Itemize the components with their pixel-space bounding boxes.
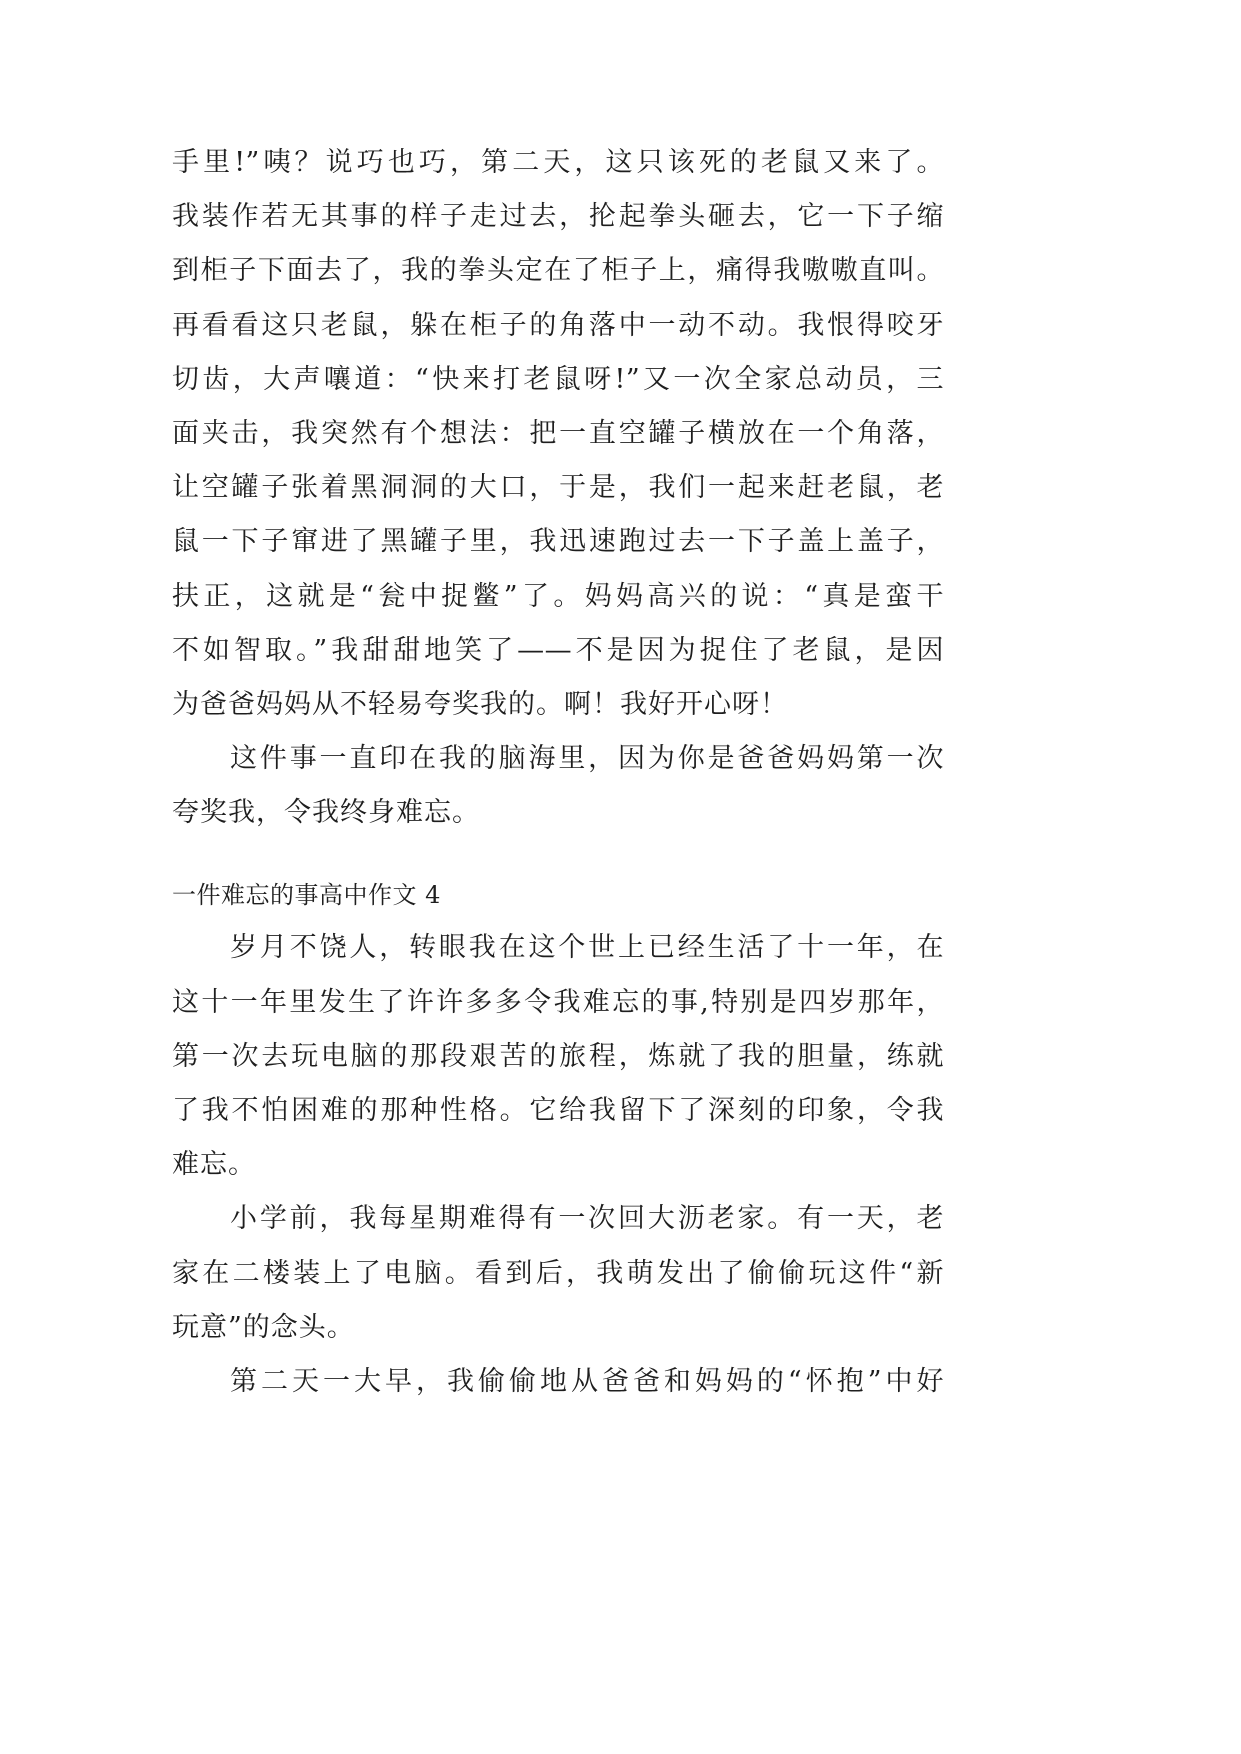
document-body bbox=[172, 136, 944, 1409]
text-line: 手里!”咦？说巧也巧，第二天，这只该死的老鼠又来了。 bbox=[172, 147, 944, 178]
paragraph bbox=[172, 921, 944, 1192]
text-line: 扶正，这就是“瓮中捉鳖”了。妈妈高兴的说：“真是蛮干 bbox=[172, 580, 944, 612]
text-line: 岁月不饶人，转眼我在这个世上已经生活了十一年，在 bbox=[230, 932, 944, 964]
text-line: 了我不怕困难的那种性格。它给我留下了深刻的印象，令我 bbox=[172, 1095, 944, 1126]
text-line: 我装作若无其事的样子走过去，抡起拳头砸去，它一下子缩 bbox=[172, 201, 944, 233]
text-line: 这件事一直印在我的脑海里，因为你是爸爸妈妈第一次 bbox=[230, 743, 944, 775]
text-line: 第一次去玩电脑的那段艰苦的旅程，炼就了我的胆量，练就 bbox=[172, 1040, 944, 1072]
text-line: 再看看这只老鼠，躲在柜子的角落中一动不动。我恨得咬牙 bbox=[172, 309, 944, 341]
text-line: 为爸爸妈妈从不轻易夸奖我的。啊！我好开心呀！ bbox=[172, 688, 788, 720]
text-line: 到柜子下面去了，我的拳头定在了柜子上，痛得我嗷嗷直叫。 bbox=[172, 255, 944, 287]
text-line: 让空罐子张着黑洞洞的大口，于是，我们一起来赶老鼠，老 bbox=[172, 472, 944, 504]
paragraph bbox=[172, 732, 944, 840]
text-line: 夸奖我，令我终身难忘。 bbox=[172, 797, 480, 829]
paragraph bbox=[172, 1355, 944, 1409]
text-line: 小学前，我每星期难得有一次回大沥老家。有一天，老 bbox=[230, 1203, 944, 1235]
text-line: 家在二楼装上了电脑。看到后，我萌发出了偷偷玩这件“新 bbox=[172, 1257, 944, 1289]
text-line: 这十一年里发生了许许多多令我难忘的事,特别是四岁那年， bbox=[172, 986, 944, 1018]
section-heading: 一件难忘的事高中作文 4 bbox=[172, 881, 441, 910]
text-line: 难忘。 bbox=[172, 1149, 256, 1181]
paragraph bbox=[172, 1192, 944, 1355]
text-line: 玩意”的念头。 bbox=[172, 1311, 355, 1343]
text-line: 不如智取。”我甜甜地笑了——不是因为捉住了老鼠，是因 bbox=[172, 634, 944, 666]
text-line: 第二天一大早，我偷偷地从爸爸和妈妈的“怀抱”中好 bbox=[230, 1365, 944, 1397]
paragraph bbox=[172, 136, 944, 732]
text-line: 鼠一下子窜进了黑罐子里，我迅速跑过去一下子盖上盖子， bbox=[172, 526, 944, 558]
text-line: 面夹击，我突然有个想法：把一直空罐子横放在一个角落， bbox=[172, 417, 944, 449]
text-line: 切齿，大声嚷道：“快来打老鼠呀!”又一次全家总动员，三 bbox=[172, 363, 944, 395]
